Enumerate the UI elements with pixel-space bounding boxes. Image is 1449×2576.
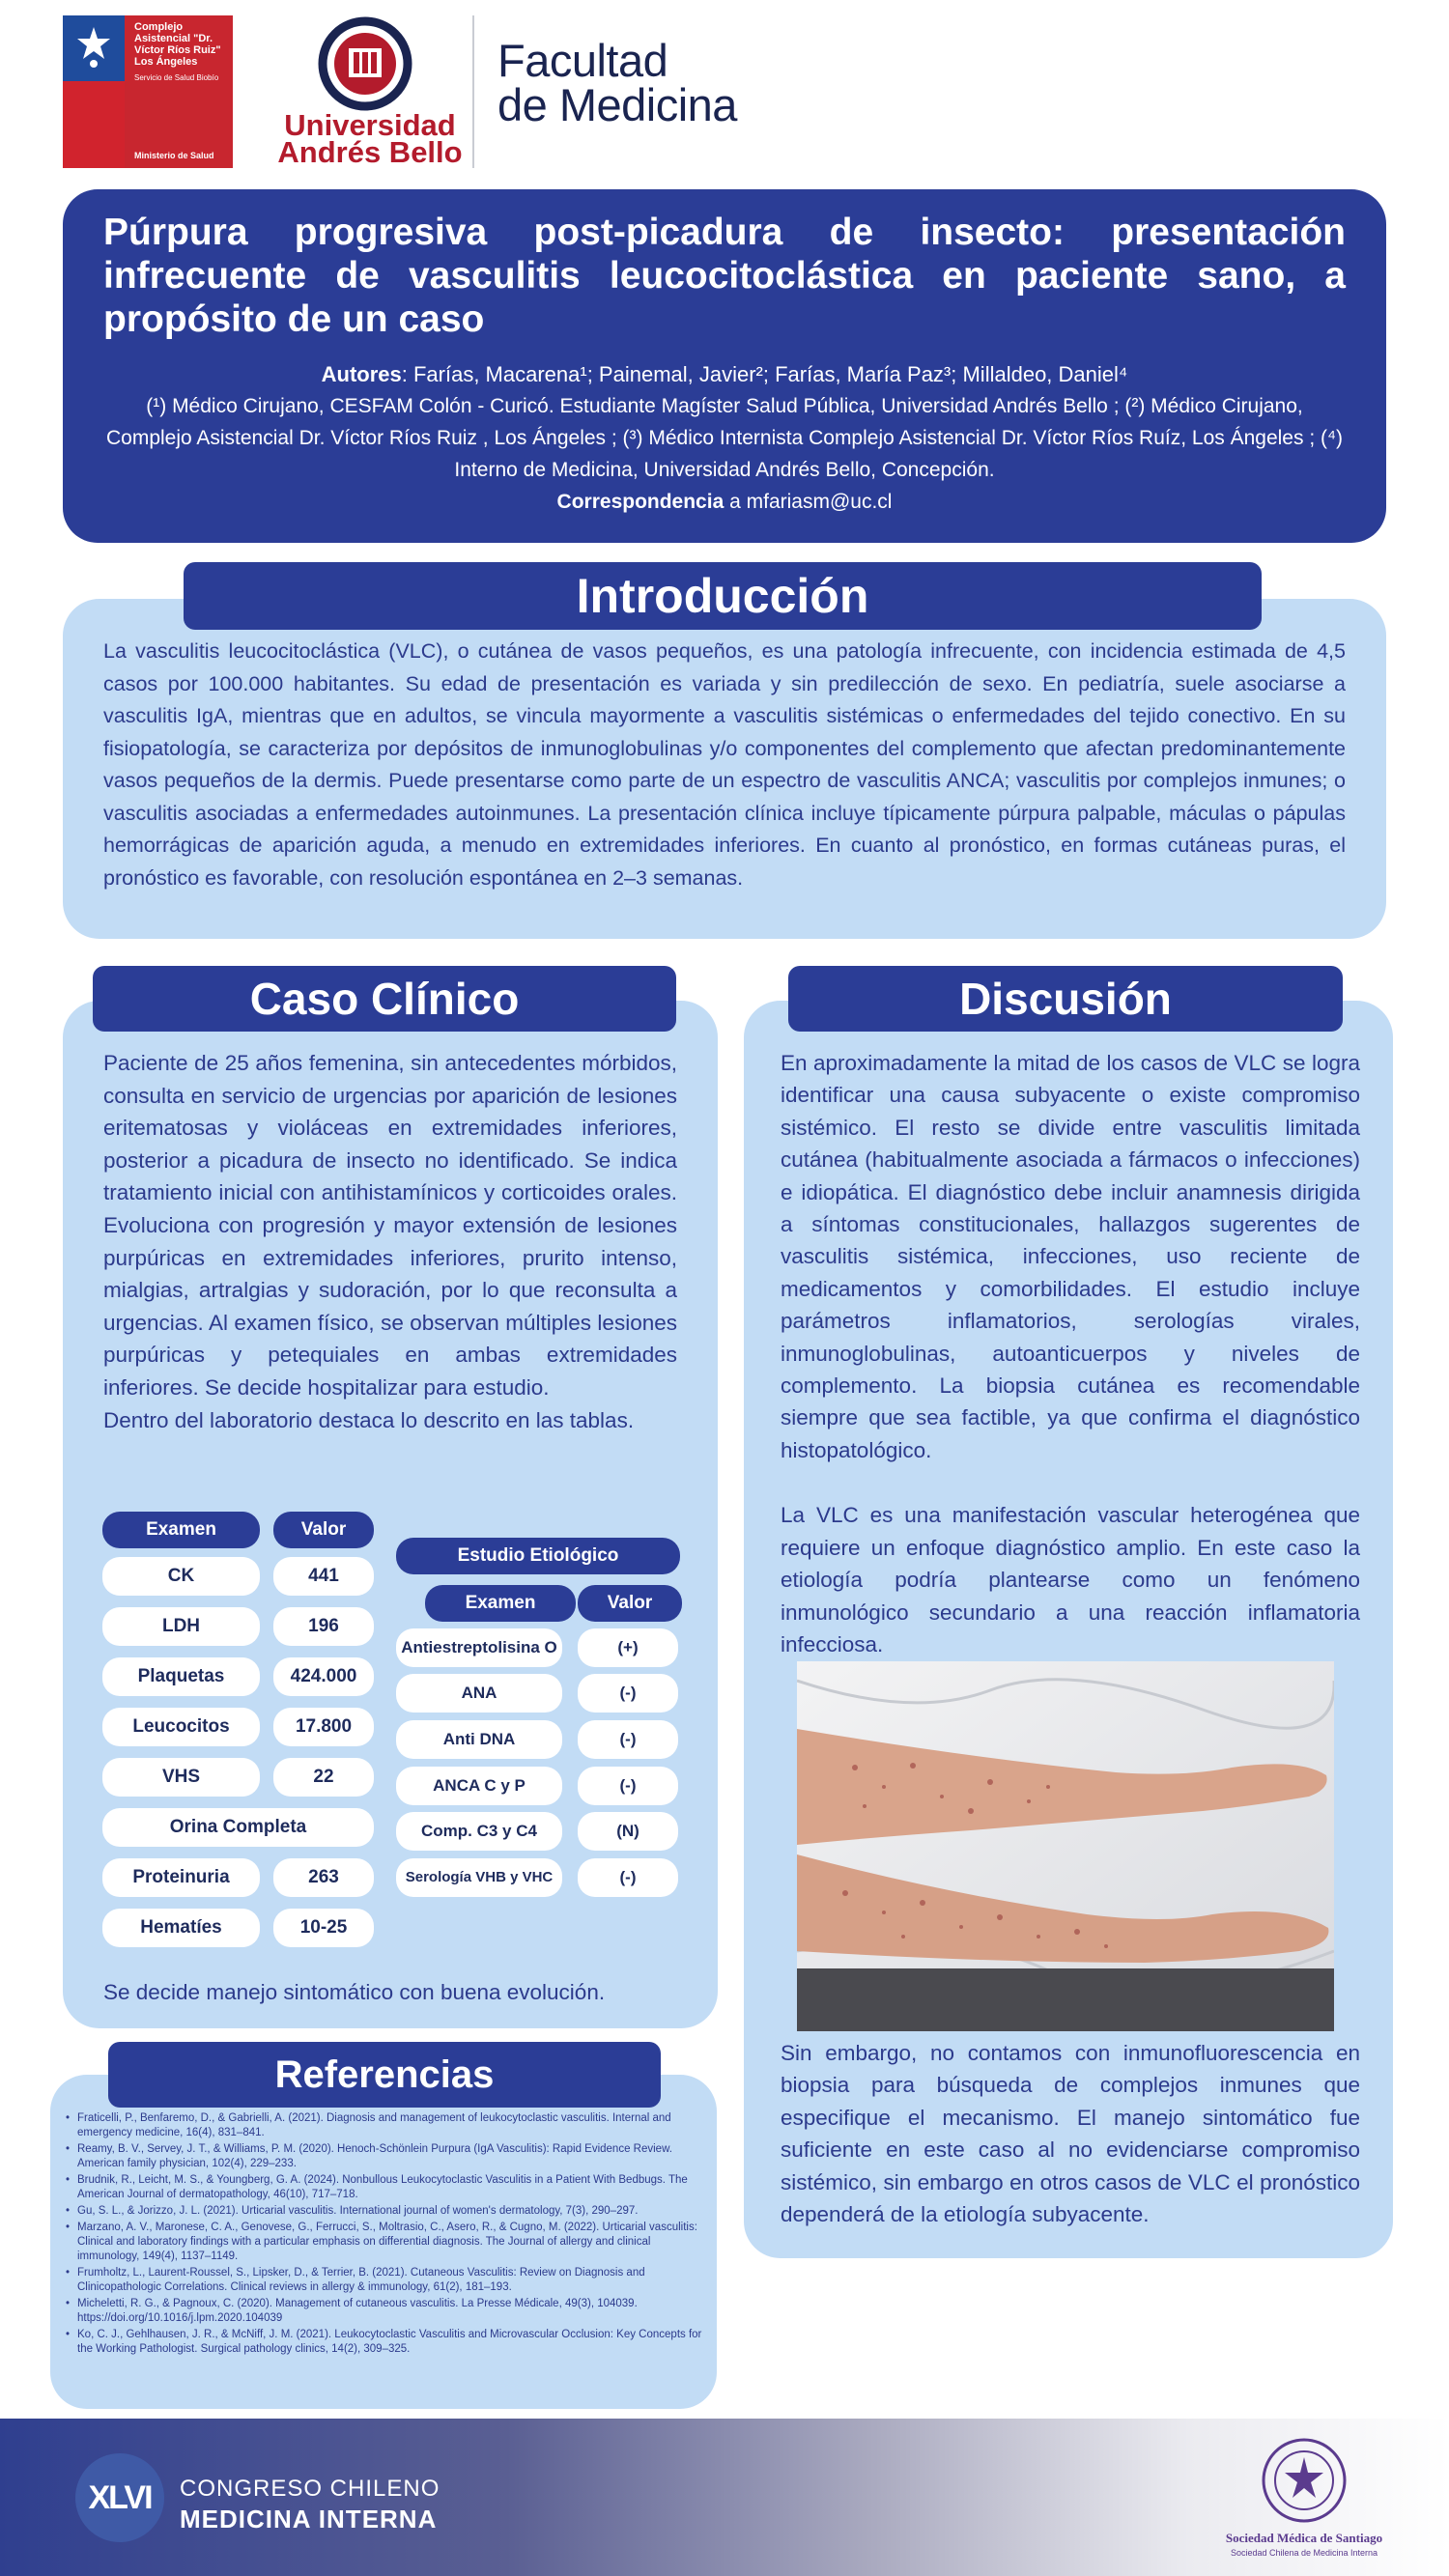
references-list <box>64 2111 703 2357</box>
legs-purpura-image <box>797 1661 1334 2031</box>
etio-value-cell: (-) <box>578 1674 678 1713</box>
unab-name-line1: Universidad <box>284 108 456 142</box>
etio-value-cell: (+) <box>578 1628 678 1667</box>
unab-name-line2: Andrés Bello <box>277 135 463 169</box>
case-text: Paciente de 25 años femenina, sin antecedentes mórbidos, consulta en servicio de urgencias por aparición de lesiones eritematosas y violáceas en extremidades inferiores, posterior a picadura de insecto no identificado. Se indica tratamiento inicial con antihistamínicos y corticoides orales. Evoluciona con progresión y mayor extensión de lesiones purpúricas en extremidades inferiores, prurito intenso, mialgias, artralgias y sudoración, por lo que reconsulta a urgencias. Al examen físico, se observan múltiples lesiones purpúricas y petequiales en ambas extremidades inferiores. Se decide hospitalizar para estudio. <box>103 1051 677 1400</box>
references-heading: Referencias <box>108 2042 661 2108</box>
case-closing-text: Se decide manejo sintomático con buena evolución. <box>103 1980 606 2004</box>
health-service-name: Servicio de Salud Biobío <box>134 73 219 82</box>
authors-line <box>103 358 1346 390</box>
reference-item: • Reamy, B. V., Servey, J. T., & Williams, P. M. (2020). Henoch-Schönlein Purpura (IgA Vasculitis): Rapid Evidence Review. American family physician, 102(4), 229–233. <box>64 2142 703 2171</box>
congress-name-line1: CONGRESO CHILENO <box>180 2476 440 2502</box>
discussion-heading: Discusión <box>788 966 1343 1032</box>
unab-emblem-icon <box>317 15 413 112</box>
congress-name-line2: MEDICINA INTERNA <box>180 2505 438 2534</box>
title-box <box>63 189 1386 543</box>
faculty-title-line2: de Medicina <box>497 79 737 130</box>
case-heading: Caso Clínico <box>93 966 676 1032</box>
correspondence-email: a mfariasm@uc.cl <box>724 491 893 513</box>
logo-red-band <box>63 81 125 168</box>
lab-exam-cell: Proteinuria <box>102 1858 260 1897</box>
correspondence-line <box>103 486 1346 518</box>
lab-exam-cell: Plaquetas <box>102 1657 260 1696</box>
lab-exam-cell: LDH <box>102 1607 260 1646</box>
correspondence-label: Correspondencia <box>556 491 724 513</box>
reference-item: • Fraticelli, P., Benfaremo, D., & Gabrielli, A. (2021). Diagnosis and management of leukocytoclastic vasculitis. Internal and emergency medicine, 16(4), 831–841. <box>64 2111 703 2140</box>
congress-badge: XLVI <box>75 2453 164 2542</box>
etio-exam-cell: Antiestreptolisina O <box>396 1628 562 1667</box>
etio-exam-cell: Comp. C3 y C4 <box>396 1812 562 1851</box>
clinical-photo <box>797 1661 1334 2031</box>
lab-value-cell: 263 <box>273 1858 374 1897</box>
etio-col-value: Valor <box>578 1585 682 1622</box>
etio-value-cell: (-) <box>578 1720 678 1759</box>
lab-exam-cell: Hematíes <box>102 1909 260 1947</box>
hospital-name: Complejo Asistencial "Dr. Víctor Ríos Ruiz" Los Ángeles <box>134 21 221 68</box>
reference-item: • Gu, S. L., & Jorizzo, J. L. (2021). Urticarial vasculitis. International journal of women's dermatology, 7(3), 290–297. <box>64 2204 703 2219</box>
lab-exam-cell: VHS <box>102 1758 260 1797</box>
unab-name <box>269 108 471 169</box>
intro-heading: Introducción <box>184 562 1262 630</box>
reference-item: • Brudnik, R., Leicht, M. S., & Youngberg, G. A. (2024). Nonbullous Leukocytoclastic Vasculitis in a Patient With Bedbugs. The American Journal of dermatopathology, 46(10), 717–718. <box>64 2173 703 2202</box>
etio-exam-cell: Anti DNA <box>396 1720 562 1759</box>
lab-value-cell: 17.800 <box>273 1708 374 1746</box>
reference-item: • Ko, C. J., Gehlhausen, J. R., & McNiff, J. M. (2021). Leukocytoclastic Vasculitis and Microvascular Occlusion: Key Concepts for the Working Pathologist. Surgical pathology clinics, 14(2), 309–325. <box>64 2328 703 2357</box>
lab-value-cell: 196 <box>273 1607 374 1646</box>
ministry-health-logo <box>63 15 233 168</box>
etio-exam-cell: ANCA C y P <box>396 1767 562 1805</box>
lab-exam-cell: Leucocitos <box>102 1708 260 1746</box>
society-subname: Sociedad Chilena de Medicina Interna <box>1230 2548 1378 2558</box>
authors-names: : Farías, Macarena¹; Painemal, Javier²; Farías, María Paz³; Millaldeo, Daniel⁴ <box>401 362 1128 386</box>
urine-label-cell: Orina Completa <box>102 1808 374 1847</box>
references-panel <box>50 2075 717 2409</box>
etio-value-cell: (N) <box>578 1812 678 1851</box>
lab-col-exam: Examen <box>102 1512 260 1548</box>
faculty-title-line1: Facultad <box>497 35 668 86</box>
lab-value-cell: 424.000 <box>273 1657 374 1696</box>
discussion-p2: La VLC es una manifestación vascular heterogénea que requiere un enfoque diagnóstico amplio. En este caso la etiología podría plantearse como un fenómeno inmunológico secundario a una reacción inflamatoria infecciosa. <box>781 1503 1360 1656</box>
intro-panel <box>63 599 1386 939</box>
society-name: Sociedad Médica de Santiago <box>1225 2531 1383 2545</box>
lab-intro-text: Dentro del laboratorio destaca lo descrito en las tablas. <box>103 1407 635 1432</box>
etio-col-exam: Examen <box>425 1585 576 1622</box>
lab-exam-cell: CK <box>102 1557 260 1596</box>
unab-logo <box>269 15 462 168</box>
discussion-p3: Sin embargo, no contamos con inmunofluorescencia en biopsia para búsqueda de complejos inmunes que especifique el mecanismo. El manejo sintomático fue suficiente en este caso al no evidenciarse compromiso sistémico, sin embargo en otros casos de VLC el pronóstico dependerá de la etiología subyacente. <box>781 2041 1360 2227</box>
header-divider <box>472 15 474 168</box>
authors-label: Autores <box>321 362 402 386</box>
ministry-name: Ministerio de Salud <box>134 151 214 160</box>
lab-col-value: Valor <box>273 1512 374 1548</box>
etio-exam-cell: ANA <box>396 1674 562 1713</box>
society-logo <box>1217 2434 1391 2571</box>
etio-title: Estudio Etiológico <box>396 1538 680 1574</box>
chile-crest-icon <box>69 21 119 71</box>
society-seal-icon <box>1258 2434 1350 2527</box>
faculty-title <box>497 35 737 130</box>
etio-value-cell: (-) <box>578 1858 678 1897</box>
reference-item: • Frumholtz, L., Laurent-Roussel, S., Lipsker, D., & Terrier, B. (2021). Cutaneous Vasculitis: Review on Diagnosis and Clinicopathologic Correlations. Clinical reviews in allergy & immunology, 61(2), 181–193. <box>64 2266 703 2295</box>
discussion-p1: En aproximadamente la mitad de los casos de VLC se logra identificar una causa subyacente o existe compromiso sistémico. El resto se divide entre vasculitis limitada cutánea (habitualmente asociada a fármacos o infecciones) e idiopática. El diagnóstico debe incluir anamnesis dirigida a síntomas constitucionales, hallazgos sugerentes de vasculitis sistémica, infecciones, uso reciente de medicamentos y comorbilidades. El estudio incluye parámetros inflamatorios, serologías virales, inmunoglobulinas, autoanticuerpos y niveles de complemento. La biopsia cutánea es recomendable siempre que sea factible, ya que confirma el diagnóstico histopatológico. <box>781 1051 1360 1462</box>
affiliations: (¹) Médico Cirujano, CESFAM Colón - Curicó. Estudiante Magíster Salud Pública, Universidad Andrés Bello ; (²) Médico Cirujano, Complejo Asistencial Dr. Víctor Ríos Ruiz , Los Ángeles ; (³) Médico Internista Complejo Asistencial Dr. Víctor Ríos Ruíz, Los Ángeles ; (⁴) Interno de Medicina, Universidad Andrés Bello, Concepción. <box>105 395 1343 481</box>
discussion-panel <box>744 1001 1393 2258</box>
reference-item: • Micheletti, R. G., & Pagnoux, C. (2020). Management of cutaneous vasculitis. La Presse Médicale, 49(3), 104039. https://doi.org/10.1016/j.lpm.2020.104039 <box>64 2297 703 2326</box>
reference-item: • Marzano, A. V., Maronese, C. A., Genovese, G., Ferrucci, S., Moltrasio, C., Asero, R., & Cugno, M. (2022). Urticarial vasculitis: Clinical and laboratory findings with a particular emphasis on differential diagnosis. The Journal of allergy and clinical immunology, 149(4), 1137–1149. <box>64 2221 703 2264</box>
poster-title: Púrpura progresiva post-picadura de insecto: presentación infrecuente de vasculitis leucocitoclástica en paciente sano, a propósito de un caso <box>103 212 1346 340</box>
lab-value-cell: 441 <box>273 1557 374 1596</box>
intro-text: La vasculitis leucocitoclástica (VLC), o cutánea de vasos pequeños, es una patología infrecuente, con incidencia estimada de 4,5 casos por 100.000 habitantes. Su edad de presentación es variada y sin predilección de sexo. En pediatría, suele asociarse a vasculitis IgA, mientras que en adultos, se vincula mayormente a vasculitis sistémicas o enfermedades del tejido conectivo. En su fisiopatología, se caracteriza por depósitos de inmunoglobulinas y/o componentes del complemento que afectan predominantemente vasos pequeños de la dermis. Puede presentarse como parte de un espectro de vasculitis ANCA; vasculitis por complejos inmunes; o vasculitis asociadas a enfermedades autoinmunes. La presentación clínica incluye típicamente púrpura palpable, máculas o pápulas hemorrágicas de aparición aguda, a menudo en extremidades inferiores. En cuanto al pronóstico, en formas cutáneas puras, el pronóstico es favorable, con resolución espontánea en 2–3 semanas. <box>103 639 1346 890</box>
etio-exam-cell: Serología VHB y VHC <box>396 1858 562 1897</box>
etio-value-cell: (-) <box>578 1767 678 1805</box>
lab-value-cell: 10-25 <box>273 1909 374 1947</box>
lab-value-cell: 22 <box>273 1758 374 1797</box>
